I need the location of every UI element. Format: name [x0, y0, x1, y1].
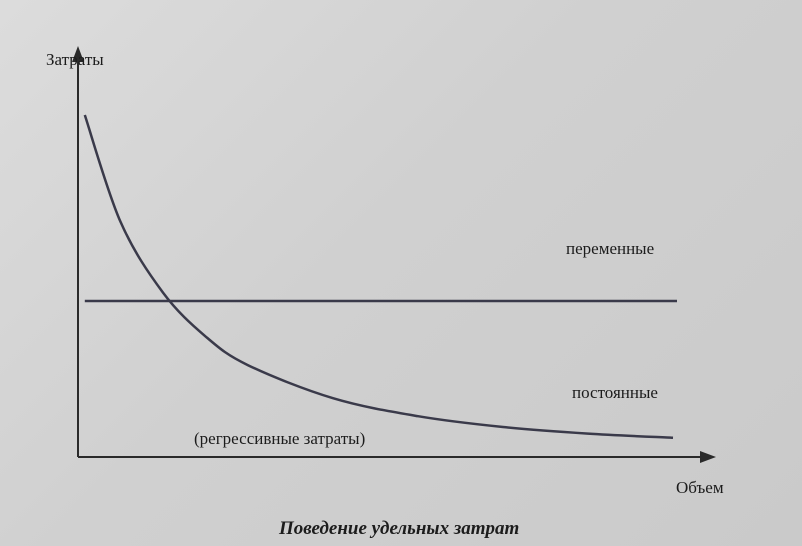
chart-annotation: (регрессивные затраты)	[194, 429, 366, 448]
x-axis-arrow	[700, 451, 716, 463]
series-label-variable: переменные	[566, 239, 655, 258]
chart-caption: Поведение удельных затрат	[279, 518, 520, 539]
series-label-fixed: постоянные	[572, 383, 658, 402]
x-axis-label: Объем	[676, 478, 724, 497]
y-axis-label: Затраты	[46, 50, 104, 69]
